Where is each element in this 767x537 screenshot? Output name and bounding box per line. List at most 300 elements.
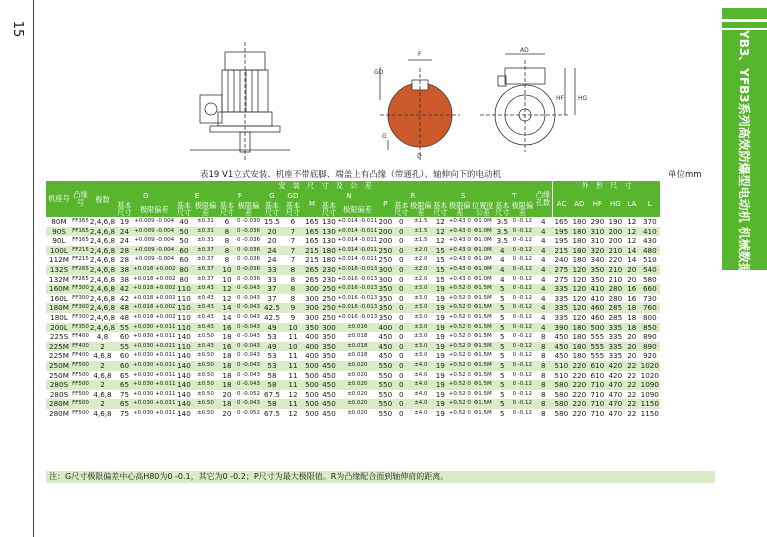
- cell-ad: 180: [570, 351, 588, 361]
- cell-s: 19: [432, 390, 448, 400]
- cell-r_tol: ±2.0: [409, 255, 432, 265]
- cell-t: 5: [494, 390, 510, 400]
- cell-e_tol: ±0.31: [192, 236, 218, 246]
- cell-holes: 4: [534, 275, 552, 285]
- cell-e_tol: ±0.50: [192, 351, 218, 361]
- cell-n_tol: +0.016 -0.013: [337, 294, 377, 304]
- cell-n_tol: ±0.020: [337, 361, 377, 371]
- cell-frame: 180L: [46, 313, 72, 323]
- cell-s: 15: [432, 255, 448, 265]
- cell-d_tol: +0.018 +0.002: [133, 275, 175, 285]
- table-row: [46, 342, 660, 352]
- cell-r_tol: ±4.0: [409, 390, 432, 400]
- cell-l: 370: [639, 217, 660, 227]
- cell-d_tol: +0.009 -0.004: [133, 255, 175, 265]
- cell-f_tol: 0 -0.043: [235, 323, 261, 333]
- cell-frame: 132S: [46, 265, 72, 275]
- cell-t_tol: 0 -0.12: [510, 342, 534, 352]
- cell-frame: 200L: [46, 323, 72, 333]
- cell-e_tol: ±0.50: [192, 380, 218, 390]
- cell-t_tol: 0 -0.12: [510, 323, 534, 333]
- cell-hg: 420: [606, 361, 624, 371]
- cell-d_tol: +0.030 +0.011: [133, 380, 175, 390]
- cell-e: 140: [177, 408, 191, 418]
- cell-t_tol: 0 -0.12: [510, 255, 534, 265]
- cell-d_tol: +0.009 -0.004: [133, 236, 175, 246]
- table-row: [46, 390, 660, 400]
- cell-e_tol: ±0.50: [192, 390, 218, 400]
- cell-t: 4: [494, 246, 510, 256]
- cell-p: 350: [378, 312, 393, 322]
- cell-s_tol: +0.43 0: [448, 217, 471, 227]
- cell-f: 14: [218, 303, 235, 313]
- cell-t_tol: 0 -0.12: [510, 332, 534, 342]
- cell-gd: 7: [282, 236, 303, 246]
- cell-hf: 555: [588, 351, 606, 361]
- cell-r: 0: [393, 246, 409, 256]
- cell-n_tol: +0.014 -0.011: [337, 255, 377, 265]
- cell-g: 49: [261, 323, 282, 333]
- cell-m: 400: [305, 351, 319, 361]
- page-margin-line: [33, 0, 34, 537]
- cell-l: 920: [639, 351, 660, 361]
- cell-la: 18: [624, 303, 639, 313]
- table-row: [46, 275, 660, 285]
- cell-t_tol: 0 -0.12: [510, 217, 534, 227]
- cell-flange: FF300: [72, 294, 89, 304]
- cell-hg: 210: [606, 246, 624, 256]
- th-LA: LA: [624, 190, 639, 217]
- cell-r_tol: ±1.5: [409, 227, 432, 237]
- cell-frame: 112M: [46, 255, 72, 265]
- th-base: 基本尺寸: [495, 201, 510, 217]
- cell-t: 5: [494, 332, 510, 342]
- cell-hg: 470: [606, 409, 624, 419]
- cell-e: 50: [175, 227, 192, 237]
- cell-la: 22: [624, 409, 639, 419]
- cell-e: 140: [177, 399, 191, 409]
- cell-e_tol: ±0.43: [192, 284, 218, 294]
- cell-holes: 4: [534, 217, 552, 227]
- cell-holes: 8: [534, 332, 552, 342]
- cell-r_tol: ±3.0: [409, 332, 432, 342]
- th-base: 基本尺寸: [176, 201, 192, 217]
- cell-s: 15: [432, 246, 448, 256]
- cell-hf: 320: [588, 246, 606, 256]
- cell-ad: 180: [570, 227, 588, 237]
- cell-la: 12: [624, 227, 639, 237]
- cell-s_tol: +0.52 0: [448, 294, 471, 304]
- cell-s: 19: [432, 303, 448, 313]
- cell-m: 265: [305, 264, 319, 274]
- cell-l: 1150: [640, 408, 659, 418]
- cell-t_tol: 0 -0.12: [510, 361, 534, 371]
- cell-f_tol: 0 -0.043: [235, 380, 261, 390]
- cell-n_tol: ±0.020: [337, 399, 377, 409]
- cell-t_tol: 0 -0.12: [510, 390, 534, 400]
- cell-s: 12: [432, 236, 448, 246]
- cell-flange: FF500: [72, 380, 89, 390]
- th-tol: 极限偏差: [410, 201, 432, 217]
- cell-holes: 4: [534, 236, 552, 246]
- cell-e_tol: ±0.37: [192, 255, 218, 265]
- cell-e: 140: [177, 380, 191, 390]
- cell-poles: 2,4,6,8: [89, 303, 116, 313]
- cell-l: 1020: [640, 360, 659, 370]
- th-F: F: [218, 190, 261, 201]
- th-poles: 极数: [89, 181, 116, 217]
- cell-gd: 12: [282, 390, 303, 400]
- table-caption: 表19 V1立式安装、机座不带底脚、端盖上有凸缘（带通孔）、轴伸向下的电动机: [200, 170, 501, 180]
- cell-hf: 710: [588, 399, 606, 409]
- cell-f: 8: [218, 255, 235, 265]
- cell-holes: 8: [534, 390, 552, 400]
- cell-d: 38: [116, 265, 133, 275]
- cell-m: 400: [305, 332, 319, 342]
- cell-m: 265: [305, 274, 319, 284]
- cell-hg: 190: [606, 217, 624, 227]
- table-row: [46, 332, 660, 342]
- cell-flange: FF300: [72, 313, 89, 323]
- table-row: [46, 303, 660, 313]
- cell-gd: 9: [282, 313, 303, 323]
- cell-poles: 2: [89, 399, 116, 409]
- cell-flange: FF165: [72, 217, 89, 227]
- cell-m: 500: [305, 408, 319, 418]
- cell-s_pos: Φ1.5M: [471, 390, 494, 400]
- th-AC: AC: [552, 190, 570, 217]
- cell-flange: FF350: [72, 323, 89, 333]
- cell-e_tol: ±0.43: [192, 323, 218, 333]
- cell-p: 550: [378, 370, 393, 380]
- cell-f_tol: 0 -0.043: [235, 284, 261, 294]
- table-body: [46, 217, 660, 418]
- cell-s_pos: Φ1.0M: [471, 227, 494, 237]
- cell-poles: 4,6,8: [89, 409, 116, 419]
- cell-n_tol: +0.014 -0.011: [337, 227, 377, 237]
- cell-t: 5: [494, 371, 510, 381]
- cell-flange: FF400: [72, 351, 89, 361]
- cell-hg: 200: [606, 236, 624, 246]
- cell-d_tol: +0.018 +0.002: [133, 284, 175, 294]
- table-row: [46, 371, 660, 381]
- cell-t_tol: 0 -0.12: [510, 409, 534, 419]
- cell-d: 65: [116, 380, 133, 390]
- cell-n: 250: [322, 303, 336, 313]
- cell-l: 890: [639, 342, 660, 352]
- cell-e: 60: [175, 255, 192, 265]
- th-base: 基本尺寸: [321, 201, 337, 217]
- cell-la: 12: [624, 217, 639, 227]
- cell-m: 165: [305, 236, 319, 246]
- cell-f_tol: 0 -0.043: [235, 303, 261, 313]
- cell-s_pos: Φ1.5M: [471, 351, 494, 361]
- cell-s_pos: Φ1.0M: [471, 275, 494, 285]
- cell-hf: 310: [588, 227, 606, 237]
- cell-d: 48: [116, 303, 133, 313]
- cell-g: 42.5: [261, 303, 282, 313]
- cell-d: 60: [116, 351, 133, 361]
- cell-flange: FF165: [72, 236, 89, 246]
- cell-m: 165: [305, 217, 319, 226]
- cell-hf: 290: [588, 217, 606, 227]
- cell-g: 49: [261, 342, 282, 352]
- cell-n: 130: [322, 217, 336, 226]
- cell-s_pos: Φ1.0M: [471, 236, 494, 246]
- cell-hf: 410: [588, 294, 606, 304]
- cell-m: 300: [305, 303, 319, 313]
- table-row: [46, 217, 660, 227]
- cell-poles: 2,4,6,8: [89, 255, 116, 265]
- cell-poles: 4,6,8: [89, 371, 116, 381]
- cell-s_tol: +0.52 0: [448, 409, 471, 419]
- cell-n: 130: [322, 236, 336, 246]
- cell-ac: 240: [552, 255, 570, 265]
- cell-ad: 180: [570, 217, 588, 227]
- cell-d_tol: +0.009 -0.004: [133, 227, 175, 237]
- cell-f_tol: 0 -0.043: [235, 313, 261, 323]
- cell-ad: 120: [570, 294, 588, 304]
- cell-m: 500: [305, 399, 319, 409]
- unit-label: 单位mm: [668, 170, 702, 180]
- cell-s_tol: +0.52 0: [448, 313, 471, 323]
- cell-r_tol: ±2.0: [409, 275, 432, 285]
- cell-poles: 2,4,6,8: [89, 274, 116, 284]
- cell-ac: 580: [552, 380, 570, 390]
- cell-n: 180: [322, 255, 336, 265]
- end-view-drawing: [480, 54, 575, 152]
- cell-ac: 335: [552, 294, 570, 304]
- cell-l: 660: [639, 284, 660, 294]
- cell-l: 1090: [640, 380, 659, 390]
- cell-ad: 180: [570, 332, 588, 342]
- cell-r: 0: [393, 380, 409, 390]
- cell-f: 20: [218, 390, 235, 400]
- cell-d: 65: [116, 399, 133, 409]
- cell-p: 550: [378, 380, 393, 390]
- cell-la: 16: [624, 294, 639, 304]
- cell-l: 850: [639, 323, 660, 333]
- cell-r: 0: [393, 294, 409, 304]
- th-tol: 极限偏差: [192, 201, 218, 217]
- cell-f: 18: [218, 332, 235, 342]
- cell-e: 110: [177, 284, 191, 294]
- cell-s_pos: Φ1.5M: [471, 371, 494, 381]
- cell-e: 110: [177, 303, 191, 313]
- cell-t: 5: [494, 342, 510, 352]
- table-row: [46, 227, 660, 237]
- th-M: M: [303, 190, 320, 217]
- cell-t: 5: [494, 409, 510, 419]
- cell-s: 15: [432, 275, 448, 285]
- cell-la: 14: [624, 255, 639, 265]
- cell-t: 4: [494, 275, 510, 285]
- cell-ac: 450: [552, 332, 570, 342]
- cell-n: 250: [322, 293, 336, 303]
- cell-s_pos: Φ1.5M: [471, 313, 494, 323]
- cell-hg: 200: [606, 227, 624, 237]
- cell-f_tol: 0 -0.036: [235, 227, 261, 237]
- cell-t_tol: 0 -0.12: [510, 236, 534, 246]
- cell-ac: 510: [552, 361, 570, 371]
- cell-n: 450: [322, 380, 336, 390]
- cell-ad: 120: [570, 265, 588, 275]
- cell-gd: 8: [282, 294, 303, 304]
- cell-gd: 11: [282, 351, 303, 361]
- cell-s: 19: [432, 332, 448, 342]
- cell-g: 67.5: [261, 409, 282, 419]
- cell-s: 19: [432, 371, 448, 381]
- cell-p: 550: [378, 360, 393, 370]
- label-GD: GD: [374, 69, 384, 76]
- cell-hf: 610: [588, 361, 606, 371]
- label-HG: HG: [578, 95, 588, 102]
- th-tol: 极限偏差: [337, 201, 377, 217]
- cell-ac: 450: [552, 351, 570, 361]
- cell-r: 0: [393, 409, 409, 419]
- th-base: 基本尺寸: [219, 201, 235, 217]
- cell-s_pos: Φ1.5M: [471, 399, 494, 409]
- accent-bar-top: [722, 8, 767, 19]
- cell-s_tol: +0.43 0: [448, 255, 471, 265]
- cell-r: 0: [393, 255, 409, 265]
- cell-t: 5: [494, 351, 510, 361]
- cell-r: 0: [393, 227, 409, 237]
- cell-holes: 4: [534, 284, 552, 294]
- cell-p: 250: [378, 245, 393, 255]
- cell-s_pos: Φ1.0M: [471, 246, 494, 256]
- cell-n_tol: +0.016 -0.013: [337, 313, 377, 323]
- cell-d_tol: +0.030 +0.011: [133, 351, 175, 361]
- cell-m: 400: [305, 341, 319, 351]
- label-D: D: [417, 153, 422, 160]
- cell-d_tol: +0.009 -0.004: [133, 217, 175, 227]
- cell-r: 0: [393, 399, 409, 409]
- cell-f_tol: 0 -0.043: [235, 342, 261, 352]
- cell-t: 5: [494, 380, 510, 390]
- cell-s_pos: Φ1.5M: [471, 284, 494, 294]
- cell-gd: 10: [282, 342, 303, 352]
- th-T: T: [494, 190, 534, 201]
- cell-frame: 100L: [46, 246, 72, 256]
- th-S: S: [432, 190, 494, 201]
- cell-s_tol: +0.52 0: [448, 361, 471, 371]
- th-P: P: [377, 190, 393, 217]
- th-N: N: [320, 190, 377, 201]
- cell-hf: 710: [588, 409, 606, 419]
- cell-t_tol: 0 -0.12: [510, 265, 534, 275]
- cell-f: 18: [218, 351, 235, 361]
- cell-t: 3.5: [494, 236, 510, 246]
- cell-f_tol: 0 -0.030: [235, 217, 261, 227]
- cell-n: 350: [322, 341, 336, 351]
- cell-l: 1090: [640, 389, 659, 399]
- cell-flange: FF400: [72, 342, 89, 352]
- cell-l: 540: [639, 265, 660, 275]
- th-R: R: [393, 190, 432, 201]
- th-base: 基本尺寸: [394, 201, 409, 217]
- cell-e_tol: ±0.37: [192, 265, 218, 275]
- cell-hf: 350: [588, 265, 606, 275]
- cell-p: 200: [378, 226, 393, 236]
- cell-poles: 2,4,6,8: [89, 312, 116, 322]
- cell-d: 60: [116, 332, 133, 342]
- cell-poles: 2,4,6,8: [89, 245, 116, 255]
- cell-poles: 2,4,6,8: [89, 284, 116, 294]
- cell-ac: 335: [552, 313, 570, 323]
- cell-n_tol: +0.016 -0.013: [337, 265, 377, 275]
- table-row: [46, 265, 660, 275]
- cell-e: 110: [177, 312, 191, 322]
- cell-t_tol: 0 -0.12: [510, 313, 534, 323]
- cell-n: 450: [322, 399, 336, 409]
- cell-e: 50: [175, 236, 192, 246]
- cell-f: 18: [218, 399, 235, 409]
- cell-s_tol: +0.52 0: [448, 323, 471, 333]
- cell-n_tol: +0.016 -0.013: [337, 284, 377, 294]
- cell-m: 500: [305, 370, 319, 380]
- cell-frame: 280S: [46, 390, 72, 400]
- cell-t_tol: 0 -0.12: [510, 246, 534, 256]
- th-D: D: [116, 190, 175, 201]
- cell-frame: 180M: [46, 303, 72, 313]
- cell-gd: 8: [282, 284, 303, 294]
- cell-e_tol: ±0.43: [192, 303, 218, 313]
- cell-g: 42.5: [261, 313, 282, 323]
- cell-r: 0: [393, 275, 409, 285]
- cell-hg: 220: [606, 255, 624, 265]
- cell-n_tol: +0.016 -0.013: [337, 303, 377, 313]
- cell-holes: 8: [534, 342, 552, 352]
- cell-s: 19: [432, 313, 448, 323]
- cell-t_tol: 0 -0.12: [510, 303, 534, 313]
- cell-ac: 275: [552, 275, 570, 285]
- cell-l: 1020: [640, 370, 659, 380]
- cell-holes: 8: [534, 351, 552, 361]
- cell-n: 350: [322, 351, 336, 361]
- cell-g: 15.5: [261, 217, 282, 227]
- cell-poles: 2: [89, 380, 116, 390]
- cell-gd: 6: [282, 217, 303, 227]
- cell-la: 20: [624, 265, 639, 275]
- cell-hf: 710: [588, 390, 606, 400]
- cell-s: 12: [432, 227, 448, 237]
- cell-e: 80: [175, 265, 192, 275]
- cell-l: 890: [639, 332, 660, 342]
- cell-frame: 160M: [46, 284, 72, 294]
- cell-ac: 580: [552, 390, 570, 400]
- table-row: [46, 246, 660, 256]
- cell-holes: 4: [534, 265, 552, 275]
- cell-d_tol: +0.030 +0.011: [133, 371, 175, 381]
- th-G: G: [261, 190, 282, 201]
- cell-d_tol: +0.030 +0.011: [133, 390, 175, 400]
- cell-hg: 335: [606, 342, 624, 352]
- cell-d: 48: [116, 313, 133, 323]
- cell-t: 3.5: [494, 227, 510, 237]
- cell-hg: 285: [606, 313, 624, 323]
- cell-f: 8: [218, 227, 235, 237]
- cell-gd: 11: [282, 399, 303, 409]
- cell-g: 53: [261, 361, 282, 371]
- cell-s_tol: +0.52 0: [448, 371, 471, 381]
- cell-e_tol: ±0.50: [192, 361, 218, 371]
- cell-f: 12: [218, 284, 235, 294]
- cell-ac: 195: [552, 227, 570, 237]
- cell-t: 5: [494, 361, 510, 371]
- cell-flange: FF165: [72, 227, 89, 237]
- cell-t_tol: 0 -0.12: [510, 351, 534, 361]
